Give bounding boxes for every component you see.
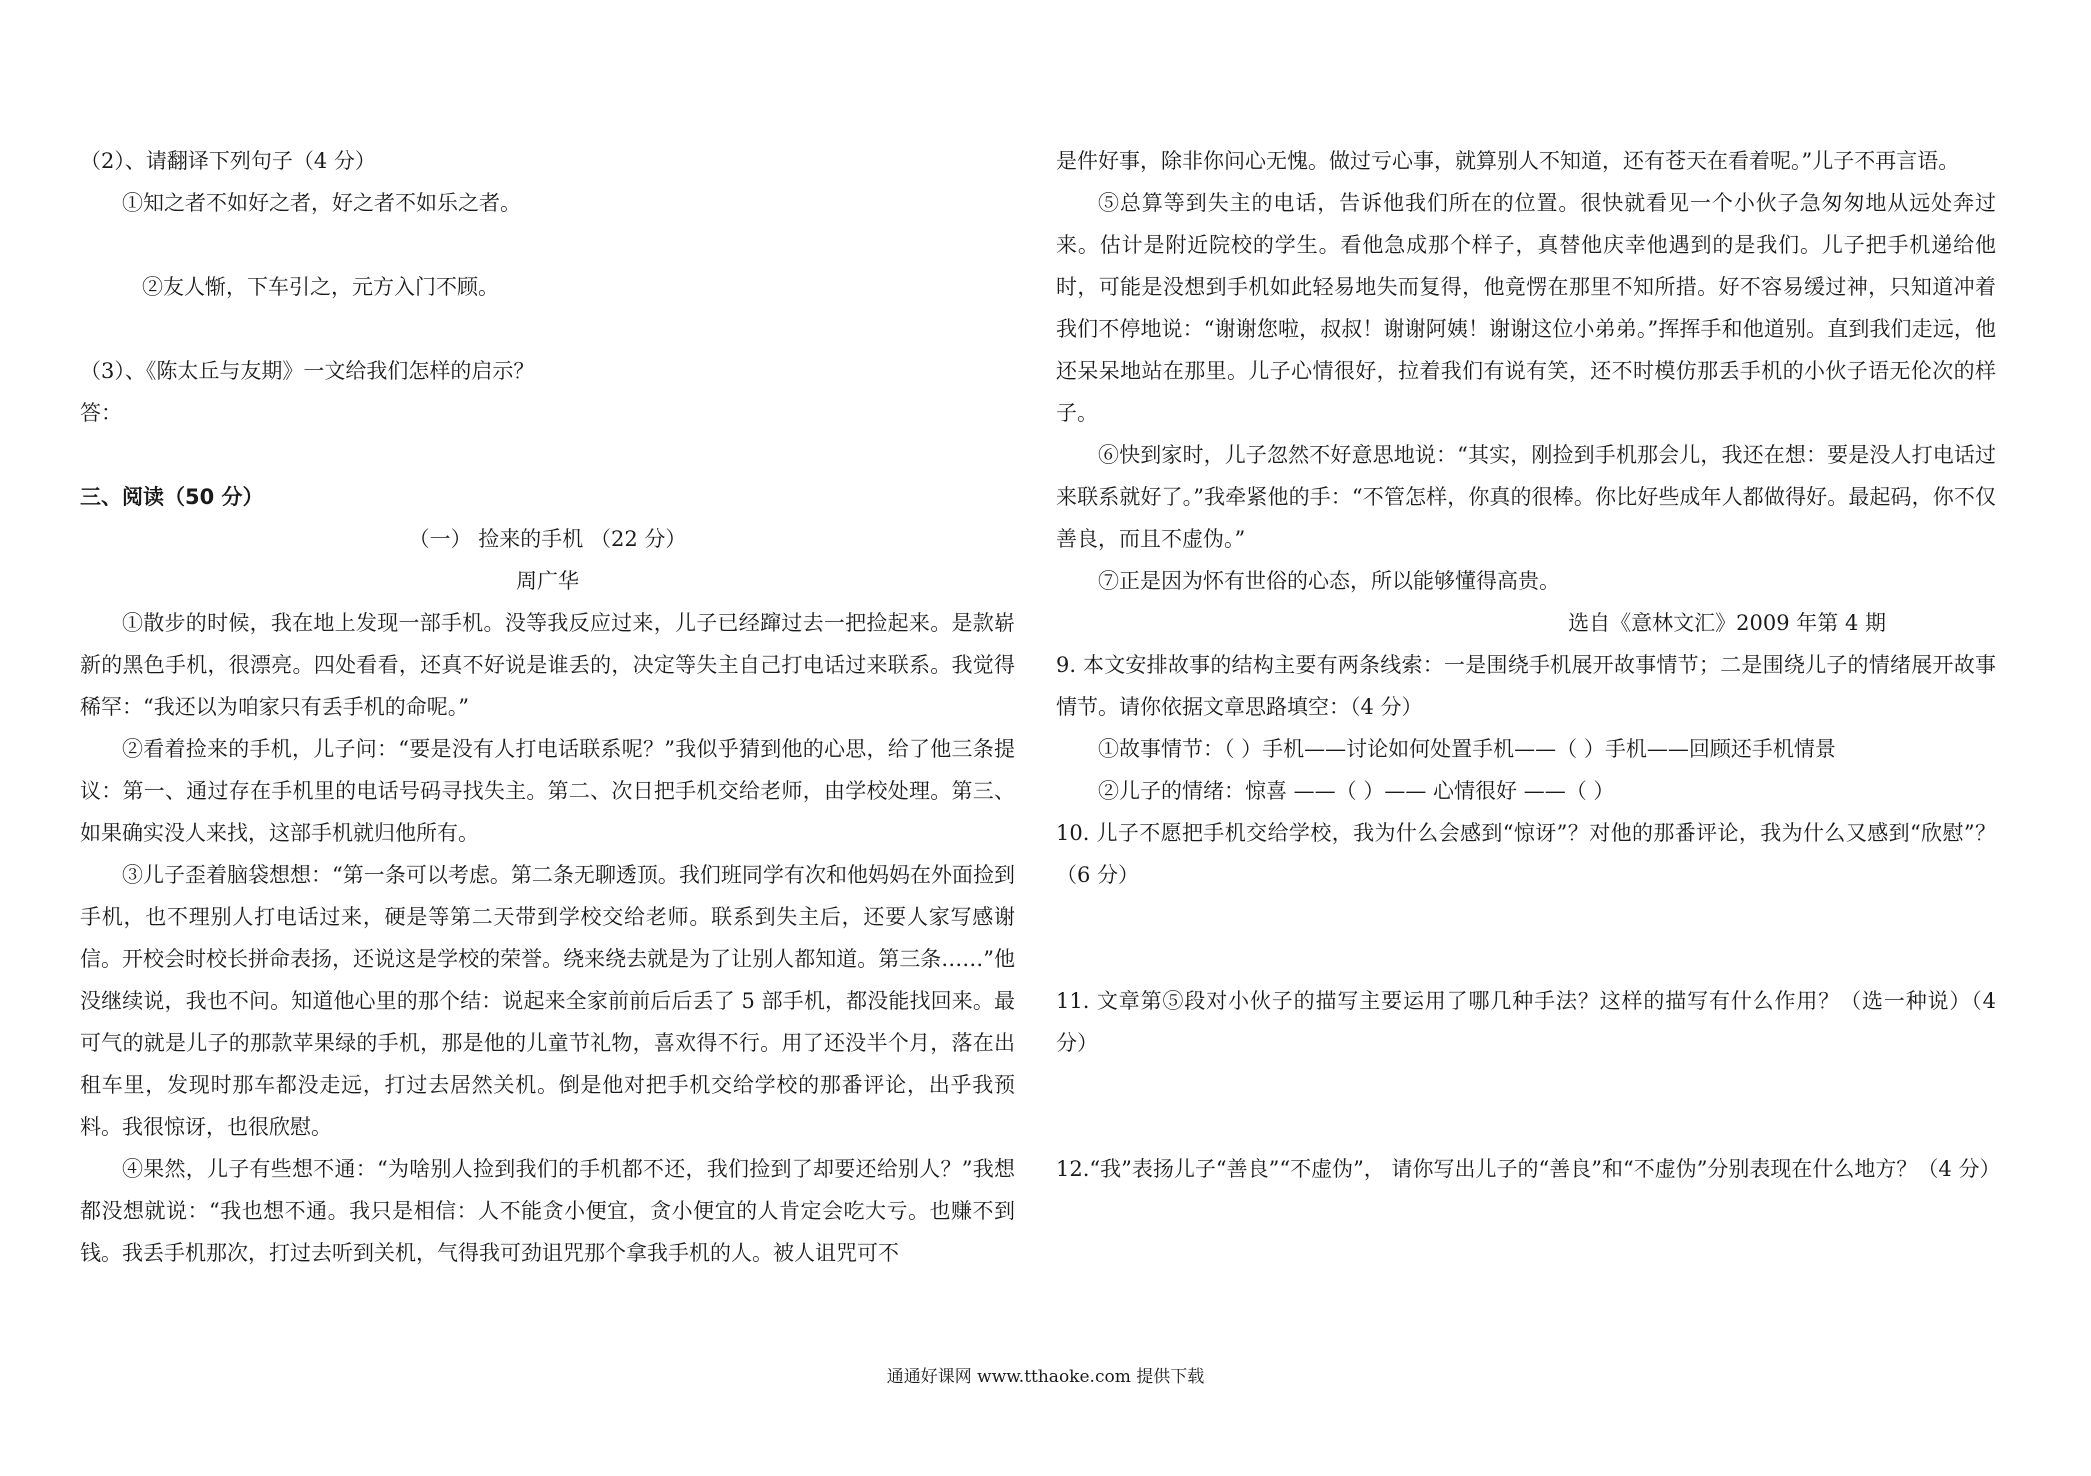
section-3-heading: 三、阅读（50 分） — [80, 485, 264, 509]
page-footer: 通通好课网 www.tthaoke.com 提供下载 — [886, 1367, 1205, 1387]
question-12: 12.“我”表扬儿子“善良”“不虚伪”， 请你写出儿子的“善良”和“不虚伪”分别表现在什么地方？（4 分） — [1056, 1157, 2001, 1181]
paragraph-3: ③儿子歪着脑袋想想：“第一条可以考虑。第二条无聊透顶。我们班同学有次和他妈妈在外面捡到手机，也不理别人打电话过来，硬是等第二天带到学校交给老师。联系到失主后，还要人家写感谢信。开校会时校长拼命表扬，还说这是学校的荣誉。绕来绕去就是为了让别人都知道。第三条……”他没继续说，我也不问。知道他心里的那个结：说起来全家前前后后丢了 5 部手机，都没能找回来。最可气的就是儿子的那款苹果绿的手机，那是他的儿童节礼物，喜欢得不行。用了还没半个月，落在出租车里，发现时那车都没走远，打过去居然关机。倒是他对把手机交给学校的那番评论，出乎我预料。我很惊讶，也很欣慰。 — [80, 863, 1015, 1139]
paragraph-4: ④果然，儿子有些想不通：“为啥别人捡到我们的手机都不还，我们捡到了却要还给别人？”我想都没想就说：“我也想不通。我只是相信：人不能贪小便宜，贪小便宜的人肯定会吃大亏。也赚不到钱。我丢手机那次，打过去听到关机，气得我可劲诅咒那个拿我手机的人。被人诅咒可不 — [80, 1157, 1015, 1265]
q2-sentence-2: ②友人惭，下车引之，元方入门不顾。 — [142, 275, 499, 299]
question-11: 11. 文章第⑤段对小伙子的描写主要运用了哪几种手法？这样的描写有什么作用？（选一种说）（4 分） — [1056, 989, 1996, 1055]
paragraph-4-continued: 是件好事，除非你问心无愧。做过亏心事，就算别人不知道，还有苍天在看着呢。”儿子不再言语。 — [1056, 149, 1960, 173]
paragraph-2: ②看着捡来的手机，儿子问：“要是没有人打电话联系呢？”我似乎猜到他的心思，给了他三条提议：第一、通过存在手机里的电话号码寻找失主。第二、次日把手机交给老师，由学校处理。第三、如果确实没人来找，这部手机就归他所有。 — [80, 737, 1015, 845]
paragraph-1: ①散步的时候，我在地上发现一部手机。没等我反应过来，儿子已经蹿过去一把捡起来。是款崭新的黑色手机，很漂亮。四处看看，还真不好说是谁丢的，决定等失主自己打电话过来联系。我觉得稀罕：“我还以为咱家只有丢手机的命呢。” — [80, 611, 1015, 719]
paragraph-5: ⑤总算等到失主的电话，告诉他我们所在的位置。很快就看见一个小伙子急匆匆地从远处奔过来。估计是附近院校的学生。看他急成那个样子，真替他庆幸他遇到的是我们。儿子把手机递给他时，可能是没想到手机如此轻易地失而复得，他竟愣在那里不知所措。好不容易缓过神，只知道冲着我们不停地说：“谢谢您啦，叔叔！谢谢阿姨！谢谢这位小弟弟。”挥挥手和他道别。直到我们走远，他还呆呆地站在那里。儿子心情很好，拉着我们有说有笑，还不时模仿那丢手机的小伙子语无伦次的样子。 — [1056, 191, 1996, 425]
article-source: 选自《意林文汇》2009 年第 4 期 — [1568, 611, 1886, 635]
q2-heading: （2）、请翻译下列句子（4 分） — [80, 149, 376, 173]
paragraph-7: ⑦正是因为怀有世俗的心态，所以能够懂得高贵。 — [1098, 569, 1560, 593]
q3-heading: （3）、《陈太丘与友期》一文给我们怎样的启示？ — [80, 359, 535, 383]
question-10: 10. 儿子不愿把手机交给学校，我为什么会感到“惊讶”？对他的那番评论，我为什么又感到“欣慰”？ （6 分） — [1056, 821, 1996, 887]
q2-sentence-1: ①知之者不如好之者，好之者不如乐之者。 — [122, 191, 521, 215]
question-9-item-2: ②儿子的情绪：惊喜 ——（ ）—— 心情很好 ——（ ） — [1098, 779, 1615, 803]
left-column — [80, 140, 1015, 1274]
q3-answer-label: 答： — [80, 401, 122, 425]
right-column — [1056, 140, 2001, 1190]
paragraph-6: ⑥快到家时，儿子忽然不好意思地说：“其实，刚捡到手机那会儿，我还在想：要是没人打电话过来联系就好了。”我牵紧他的手：“不管怎样，你真的很棒。你比好些成年人都做得好。最起码，你不仅善良，而且不虚伪。” — [1056, 443, 1996, 551]
question-9: 9. 本文安排故事的结构主要有两条线索：一是围绕手机展开故事情节；二是围绕儿子的情绪展开故事情节。请你依据文章思路填空：（4 分） — [1056, 653, 1996, 719]
article-title: （一） 捡来的手机 （22 分） — [408, 527, 687, 551]
question-9-item-1: ①故事情节：（ ）手机——讨论如何处置手机——（ ）手机——回顾还手机情景 — [1098, 737, 1836, 761]
article-author: 周广华 — [516, 569, 579, 593]
